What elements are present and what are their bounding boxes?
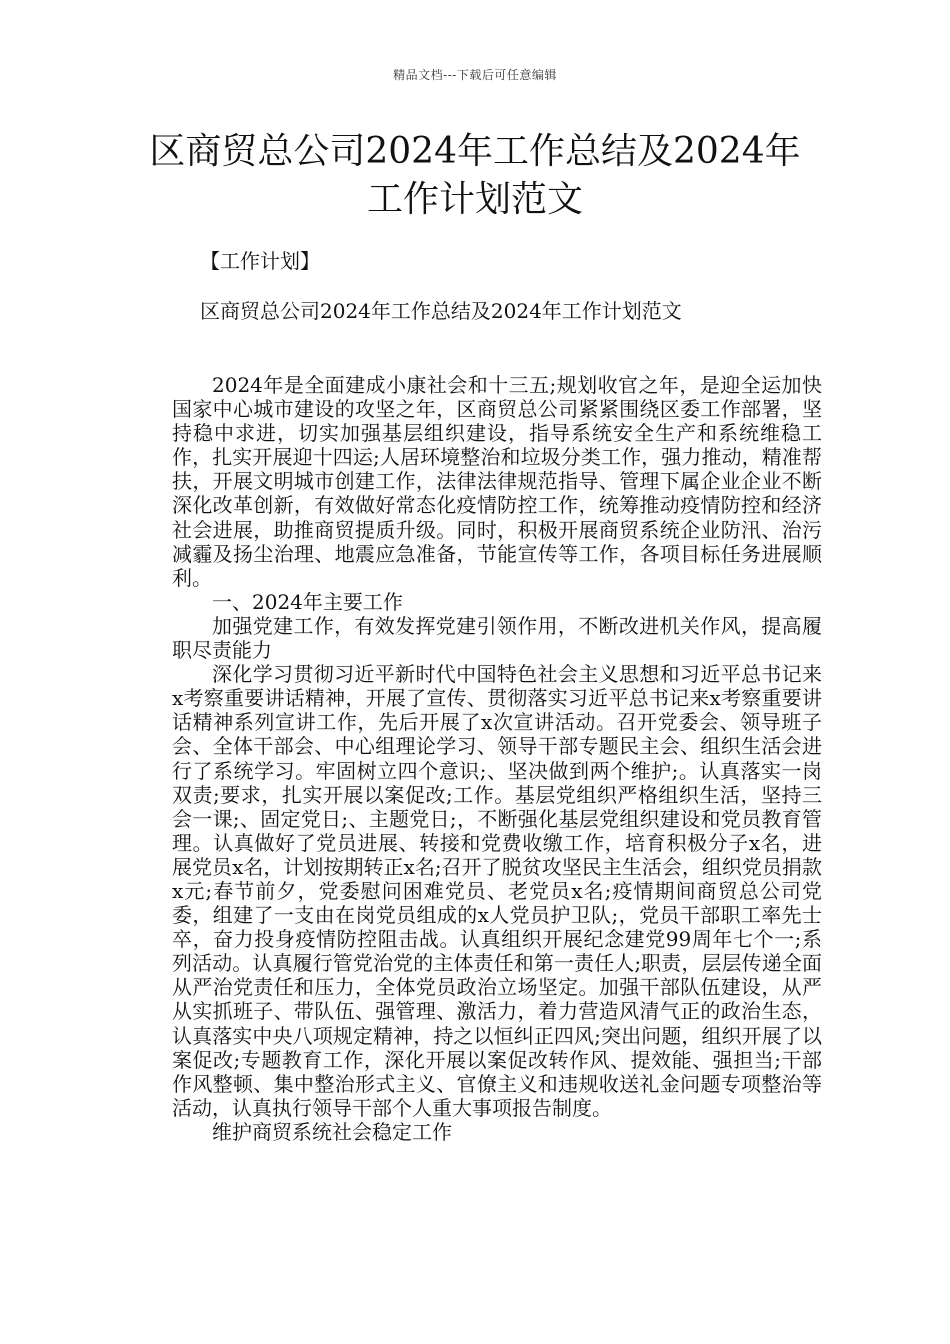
body-paragraph: 深化学习贯彻习近平新时代中国特色社会主义思想和习近平总书记来x考察重要讲话精神，开展了宣传、贯彻落实习近平总书记来x考察重要讲话精神系列宣讲工作，先后开展了x次宣讲活动。召开党委会、领导班子会、全体干部会、中心组理论学习、领导干部专题民主会、组织生活会进行了系统学习。牢固树立四个意识;、坚决做到两个维护;。认真落实一岗双责;要求，扎实开展以案促改;工作。基层党组织严格组织生活，坚持三会一课;、固定党日;、主题党日;，不断强化基层党组织建设和党员教育管理。认真做好了党员进展、转接和党费收缴工作，培育积极分子x名，进展党员x名，计划按期转正x名;召开了脱贫攻坚民主生活会，组织党员捐款x元;春节前夕，党委慰问困难党员、老党员x名;疫情期间商贸总公司党委，组建了一支由在岗党员组成的x人党员护卫队;，党员干部职工率先士卒，奋力投身疫情防控阻击战。认真组织开展纪念建党99周年七个一;系列活动。认真履行管党治党的主体责任和第一责任人;职责，层层传递全面从严治党责任和压力，全体党员政治立场坚定。加强干部队伍建设，从严从实抓班子、带队伍、强管理、激活力，着力营造风清气正的政治生态，认真落实中央八项规定精神，持之以恒纠正四风;突出问题，组织开展了以案促改;专题教育工作，深化开展以案促改转作风、提效能、强担当;干部作风整顿、集中整治形式主义、官僚主义和违规收送礼金问题专项整治等活动，认真执行领导干部个人重大事项报告制度。 (172, 662, 822, 1120)
document-title: 区商贸总公司2024年工作总结及2024年工作计划范文 (149, 131, 801, 220)
section-heading: 一、2024年主要工作 (212, 589, 403, 614)
intro-paragraph: 2024年是全面建成小康社会和十三五;规划收官之年，是迎全运加快国家中心城市建设的攻坚之年，区商贸总公司紧紧围绕区委工作部署，坚持稳中求进，切实加强基层组织建设，指导系统安全生产和系统维稳工作，扎实开展迎十四运;人居环境整治和垃圾分类工作，强力推动，精准帮扶，开展文明城市创建工作，法律法律规范指导、管理下属企业企业不断深化改革创新，有效做好常态化疫情防控工作，统筹推动疫情防控和经济社会进展，助推商贸提质升级。同时，积极开展商贸系统企业防汛、治污减霾及扬尘治理、地震应急准备，节能宣传等工作，各项目标任务进展顺利。 (172, 373, 822, 590)
category-tag: 【工作计划】 (200, 249, 320, 273)
document-body (172, 373, 822, 1144)
subsection-heading: 加强党建工作，有效发挥党建引领作用，不断改进机关作风，提高履职尽责能力 (172, 613, 822, 663)
subsection-heading: 维护商贸系统社会稳定工作 (212, 1119, 452, 1144)
document-subtitle: 区商贸总公司2024年工作总结及2024年工作计划范文 (200, 299, 682, 323)
page-header-note: 精品文档---下载后可任意编辑 (393, 68, 557, 82)
